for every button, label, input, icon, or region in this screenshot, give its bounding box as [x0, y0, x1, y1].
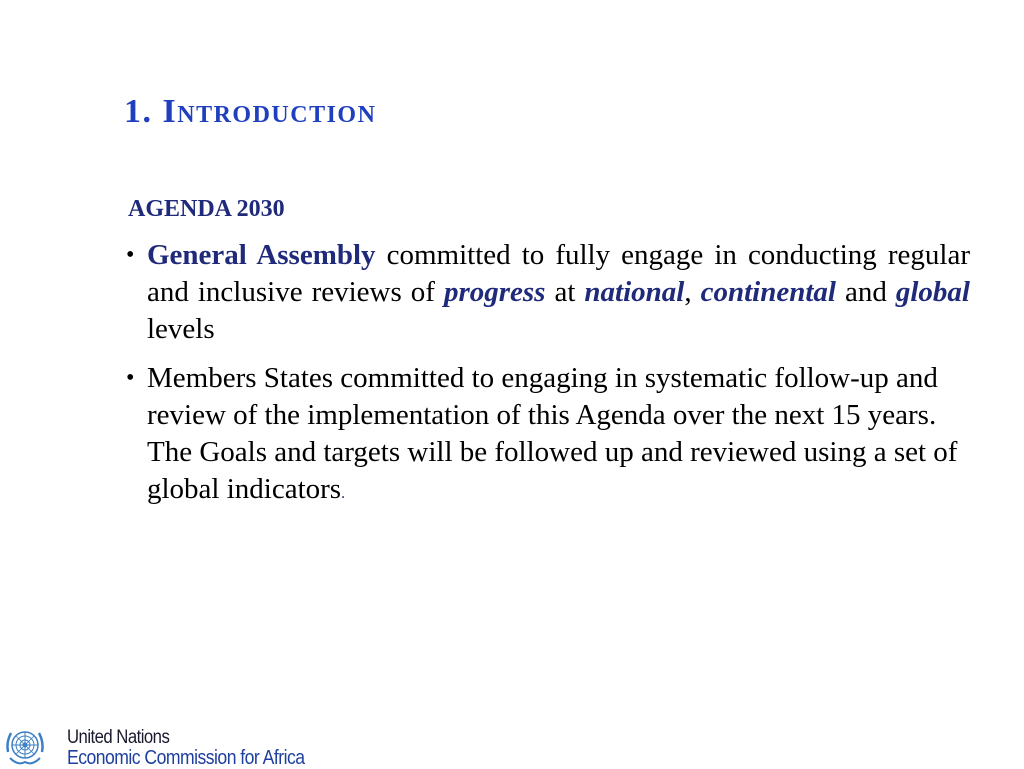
- org-name: United Nations: [67, 727, 170, 748]
- general-assembly-label: General Assembly: [147, 239, 376, 271]
- emphasis-national: national: [584, 276, 685, 308]
- bullet-text: and: [835, 276, 896, 308]
- emphasis-global: global: [895, 276, 970, 308]
- bullet-item-general-assembly: [126, 237, 970, 348]
- un-emblem-icon: [2, 722, 48, 768]
- footer-logo: [0, 718, 400, 768]
- bullet-item-member-states: [126, 360, 970, 512]
- slide-title: 1. Introduction: [124, 93, 377, 130]
- emphasis-continental: continental: [700, 276, 836, 308]
- bullet-text: levels: [147, 313, 215, 345]
- commission-name: Economic Commission for Africa: [67, 747, 305, 769]
- bullet-text: committed to fully engage in conducting regular and inclusive reviews of: [147, 239, 970, 308]
- bullet-text: at: [545, 276, 585, 308]
- bullet-list: [126, 237, 970, 512]
- bullet-marker: •: [126, 242, 135, 268]
- bullet-text: Members States committed to engaging in systematic follow-up and review of the implementation of this Agenda over the next 15 years. The Goals and targets will be followed up and reviewed using a set of global indicators: [147, 362, 958, 505]
- bullet-text: ,: [684, 276, 701, 308]
- bullet-marker: •: [126, 365, 135, 391]
- bullet-end-period: .: [341, 485, 346, 502]
- emphasis-progress: progress: [443, 276, 546, 308]
- agenda-subheading: AGENDA 2030: [128, 196, 285, 222]
